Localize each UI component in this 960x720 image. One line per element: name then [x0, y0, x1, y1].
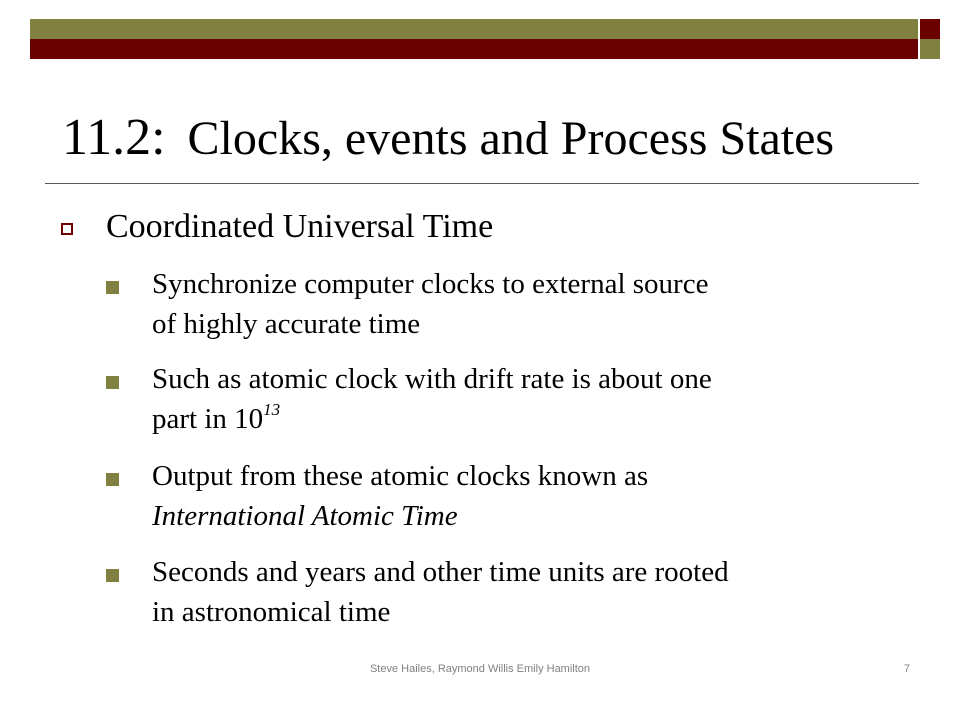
- list-item: [152, 359, 912, 439]
- list-item: [152, 456, 912, 536]
- header-maroon-bar: [30, 39, 918, 59]
- page-number: 7: [903, 663, 910, 675]
- filled-square-icon: [106, 281, 119, 294]
- header-olive-bar: [30, 19, 918, 39]
- list-item-line-prefix: part in 10: [152, 403, 264, 435]
- filled-square-icon: [106, 376, 119, 389]
- hollow-square-icon: [61, 223, 73, 235]
- footer-text: Steve Hailes, Raymond Willis Emily Hamilton: [369, 663, 591, 675]
- list-item: [152, 552, 912, 632]
- title-divider: [45, 183, 919, 184]
- list-item-line: Synchronize computer clocks to external source: [152, 268, 709, 300]
- list-item-line: Such as atomic clock with drift rate is about one: [152, 363, 712, 395]
- list-item-line: Output from these atomic clocks known as: [152, 460, 649, 492]
- title-number: 11.2:: [62, 109, 166, 166]
- title-text: Clocks, events and Process States: [187, 112, 835, 165]
- list-item-line: of highly accurate time: [152, 308, 421, 340]
- list-item-line: [152, 399, 912, 439]
- exponent: 13: [263, 400, 281, 419]
- level1-bullet-text: Coordinated Universal Time: [106, 208, 494, 245]
- filled-square-icon: [106, 473, 119, 486]
- list-item-line: in astronomical time: [152, 596, 391, 628]
- list-item: [152, 264, 912, 344]
- slide-title: [62, 108, 834, 169]
- list-item-line: Seconds and years and other time units are rooted: [152, 556, 729, 588]
- filled-square-icon: [106, 569, 119, 582]
- header-maroon-square: [920, 19, 940, 39]
- list-item-line-italic: International Atomic Time: [152, 500, 458, 532]
- header-olive-square: [920, 39, 940, 59]
